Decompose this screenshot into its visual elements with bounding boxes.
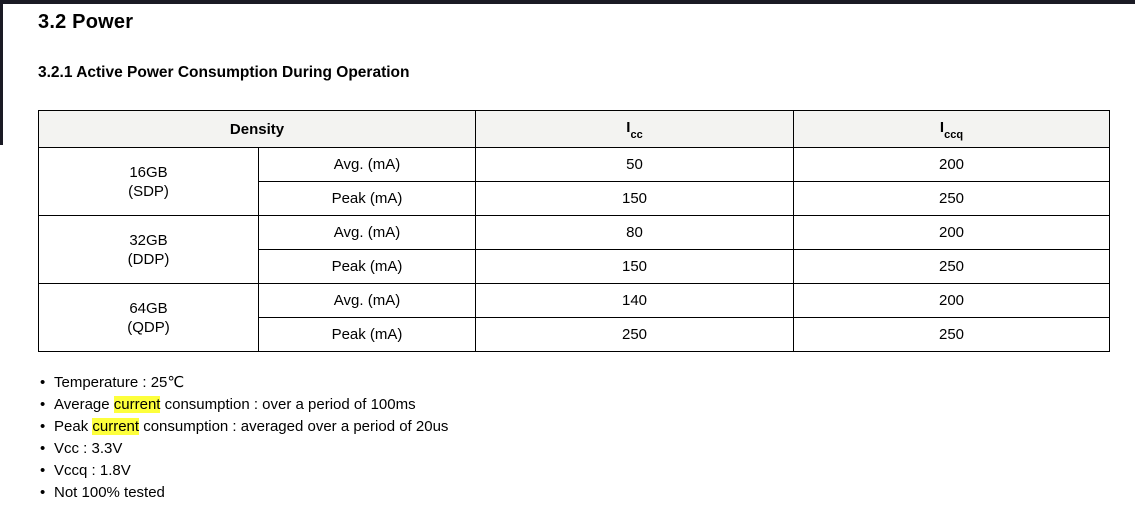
- iccq-value-cell: 200: [794, 216, 1110, 250]
- section-title: 3.2 Power: [38, 11, 134, 33]
- iccq-header-label: $I_{ccq}$: [939, 119, 964, 141]
- note-text: consumption : averaged over a period of 20us: [139, 418, 449, 435]
- icc-value-cell: 50: [476, 148, 794, 182]
- highlight-text-current: current: [92, 418, 140, 435]
- notes-list: [40, 372, 448, 504]
- metric-cell: Avg. (mA): [259, 148, 476, 182]
- note-text: Not 100% tested: [54, 484, 165, 501]
- iccq-value-cell: 250: [794, 182, 1110, 216]
- metric-cell: Peak (mA): [259, 250, 476, 284]
- iccq-value-cell: 250: [794, 318, 1110, 352]
- subsection-title: 3.2.1 Active Power Consumption During Operation: [38, 64, 410, 81]
- note-text: Average: [54, 396, 114, 413]
- icc-subscript: cc: [630, 129, 643, 141]
- note-item-average-current: [40, 394, 448, 416]
- iccq-value-cell: 200: [794, 148, 1110, 182]
- metric-cell: Avg. (mA): [259, 216, 476, 250]
- icc-header-cell: [476, 111, 794, 148]
- note-text: Vcc : 3.3V: [54, 440, 123, 457]
- page-left-edge-line: [0, 0, 3, 145]
- note-item-vccq: [40, 460, 448, 482]
- metric-cell: Peak (mA): [259, 318, 476, 352]
- iccq-value-cell: 250: [794, 250, 1110, 284]
- density-label: 32GB: [129, 231, 168, 249]
- iccq-value-cell: 200: [794, 284, 1110, 318]
- icc-header-label: $I_{cc}$: [626, 119, 643, 141]
- package-label: (SDP): [128, 182, 169, 200]
- density-cell-64gb: [39, 284, 259, 352]
- note-item-not-tested: [40, 482, 448, 504]
- density-cell-32gb: [39, 216, 259, 284]
- package-label: (QDP): [127, 318, 170, 336]
- note-item-peak-current: [40, 416, 448, 438]
- table-row: [39, 284, 1110, 318]
- icc-value-cell: 150: [476, 250, 794, 284]
- table-row: [39, 216, 1110, 250]
- bullet-marker: •: [40, 440, 46, 457]
- metric-cell: Peak (mA): [259, 182, 476, 216]
- density-cell-16gb: [39, 148, 259, 216]
- density-label: 64GB: [129, 299, 168, 317]
- bullet-marker: •: [40, 396, 46, 413]
- bullet-marker: •: [40, 418, 46, 435]
- metric-cell: Avg. (mA): [259, 284, 476, 318]
- icc-value-cell: 140: [476, 284, 794, 318]
- icc-value-cell: 80: [476, 216, 794, 250]
- bullet-marker: •: [40, 462, 46, 479]
- note-text: Vccq : 1.8V: [54, 462, 131, 479]
- note-item-temperature: [40, 372, 448, 394]
- note-text: Peak: [54, 418, 93, 435]
- iccq-subscript: ccq: [944, 129, 964, 141]
- density-header-label: Density: [229, 120, 285, 138]
- highlight-text-current: current: [113, 396, 161, 413]
- table-row: [39, 148, 1110, 182]
- package-label: (DDP): [127, 250, 170, 268]
- density-label: 16GB: [129, 163, 168, 181]
- table-header-row: [39, 111, 1110, 148]
- icc-value-cell: 250: [476, 318, 794, 352]
- page-top-edge-line: [0, 0, 1135, 4]
- iccq-header-cell: [794, 111, 1110, 148]
- bullet-marker: •: [40, 484, 46, 501]
- note-text: Temperature : 25℃: [54, 374, 185, 391]
- icc-value-cell: 150: [476, 182, 794, 216]
- note-item-vcc: [40, 438, 448, 460]
- power-consumption-table: [38, 110, 1110, 352]
- note-text: consumption : over a period of 100ms: [160, 396, 416, 413]
- density-header-cell: [39, 111, 476, 148]
- bullet-marker: •: [40, 374, 46, 391]
